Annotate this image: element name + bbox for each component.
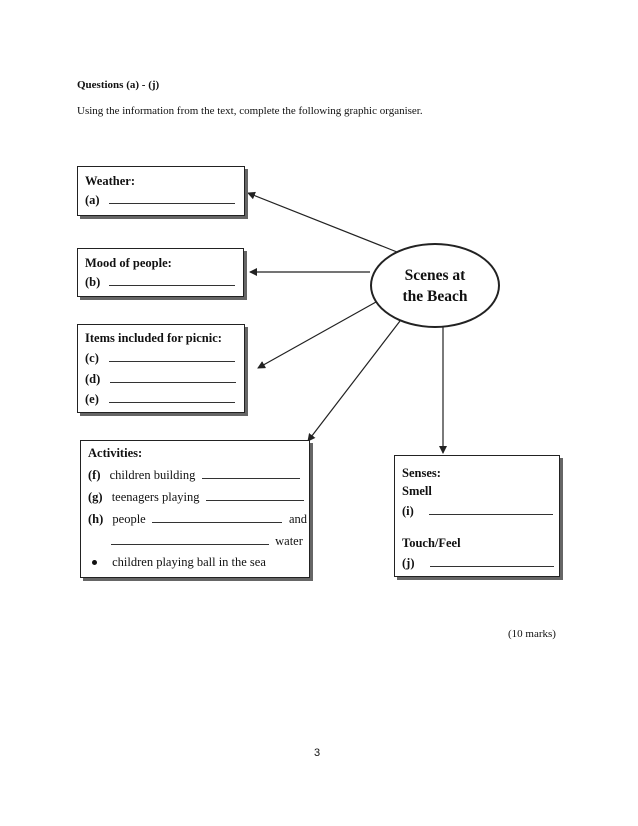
activities-row-h2 <box>111 534 303 549</box>
mood-answer-line[interactable] <box>109 275 235 286</box>
activities-answer-line-h2[interactable] <box>111 534 269 545</box>
senses-answer-line-j[interactable] <box>430 556 554 567</box>
activities-row-h <box>88 512 307 527</box>
center-oval <box>370 243 500 328</box>
items-label-c: (c) <box>85 351 99 365</box>
center-line-2: the Beach <box>402 287 468 305</box>
activities-answer-line-g[interactable] <box>206 490 304 501</box>
weather-answer-line[interactable] <box>109 193 235 204</box>
activities-text-g: teenagers playing <box>111 490 200 504</box>
activities-row-f <box>88 468 300 483</box>
items-box <box>77 324 245 413</box>
items-row-e <box>85 392 235 407</box>
activities-text-h-and: and <box>288 512 308 526</box>
items-answer-line-e[interactable] <box>109 392 235 403</box>
page-number: 3 <box>314 747 321 759</box>
question-heading: Questions (a) - (j) <box>77 79 160 91</box>
activities-label-h: (h) <box>88 512 104 526</box>
items-row-c <box>85 351 235 366</box>
activities-text-water: water <box>275 534 303 548</box>
activities-row-bullet <box>88 555 266 570</box>
items-answer-line-c[interactable] <box>109 351 235 362</box>
activities-title: Activities: <box>88 446 143 460</box>
items-label-e: (e) <box>85 392 99 406</box>
arrow-to-activities <box>308 321 400 441</box>
senses-box <box>394 455 560 577</box>
items-label-d: (d) <box>85 372 101 386</box>
weather-label: (a) <box>85 193 100 207</box>
bullet-icon <box>92 560 97 565</box>
arrow-to-items <box>258 302 376 368</box>
senses-smell-label: Smell <box>402 484 432 498</box>
activities-answer-line-h1[interactable] <box>152 512 282 523</box>
activities-row-g <box>88 490 304 505</box>
senses-title: Senses: <box>402 466 441 480</box>
weather-box <box>77 166 245 216</box>
mood-title: Mood of people: <box>85 256 172 270</box>
arrow-to-weather <box>248 193 397 252</box>
senses-label-j: (j) <box>402 556 415 570</box>
activities-box <box>80 440 310 578</box>
mood-row <box>85 275 235 290</box>
mood-label: (b) <box>85 275 101 289</box>
senses-touch-label: Touch/Feel <box>402 536 461 550</box>
activities-label-f: (f) <box>88 468 101 482</box>
weather-row <box>85 193 235 208</box>
items-title: Items included for picnic: <box>85 331 222 345</box>
weather-title: Weather: <box>85 174 135 188</box>
activities-answer-line-f[interactable] <box>202 468 300 479</box>
senses-answer-line-i[interactable] <box>429 504 553 515</box>
instruction-text: Using the information from the text, complete the following graphic organiser. <box>77 105 423 117</box>
activities-text-h: people <box>112 512 146 526</box>
mood-box <box>77 248 244 297</box>
items-answer-line-d[interactable] <box>110 372 236 383</box>
activities-text-f: children building <box>109 468 196 482</box>
senses-label-i: (i) <box>402 504 414 518</box>
senses-row-i <box>402 504 553 519</box>
marks-label: (10 marks) <box>508 628 556 640</box>
senses-row-j <box>402 556 554 571</box>
activities-bullet-text: children playing ball in the sea <box>112 555 266 569</box>
activities-label-g: (g) <box>88 490 103 504</box>
items-row-d <box>85 372 236 387</box>
center-line-1: Scenes at <box>404 266 466 284</box>
